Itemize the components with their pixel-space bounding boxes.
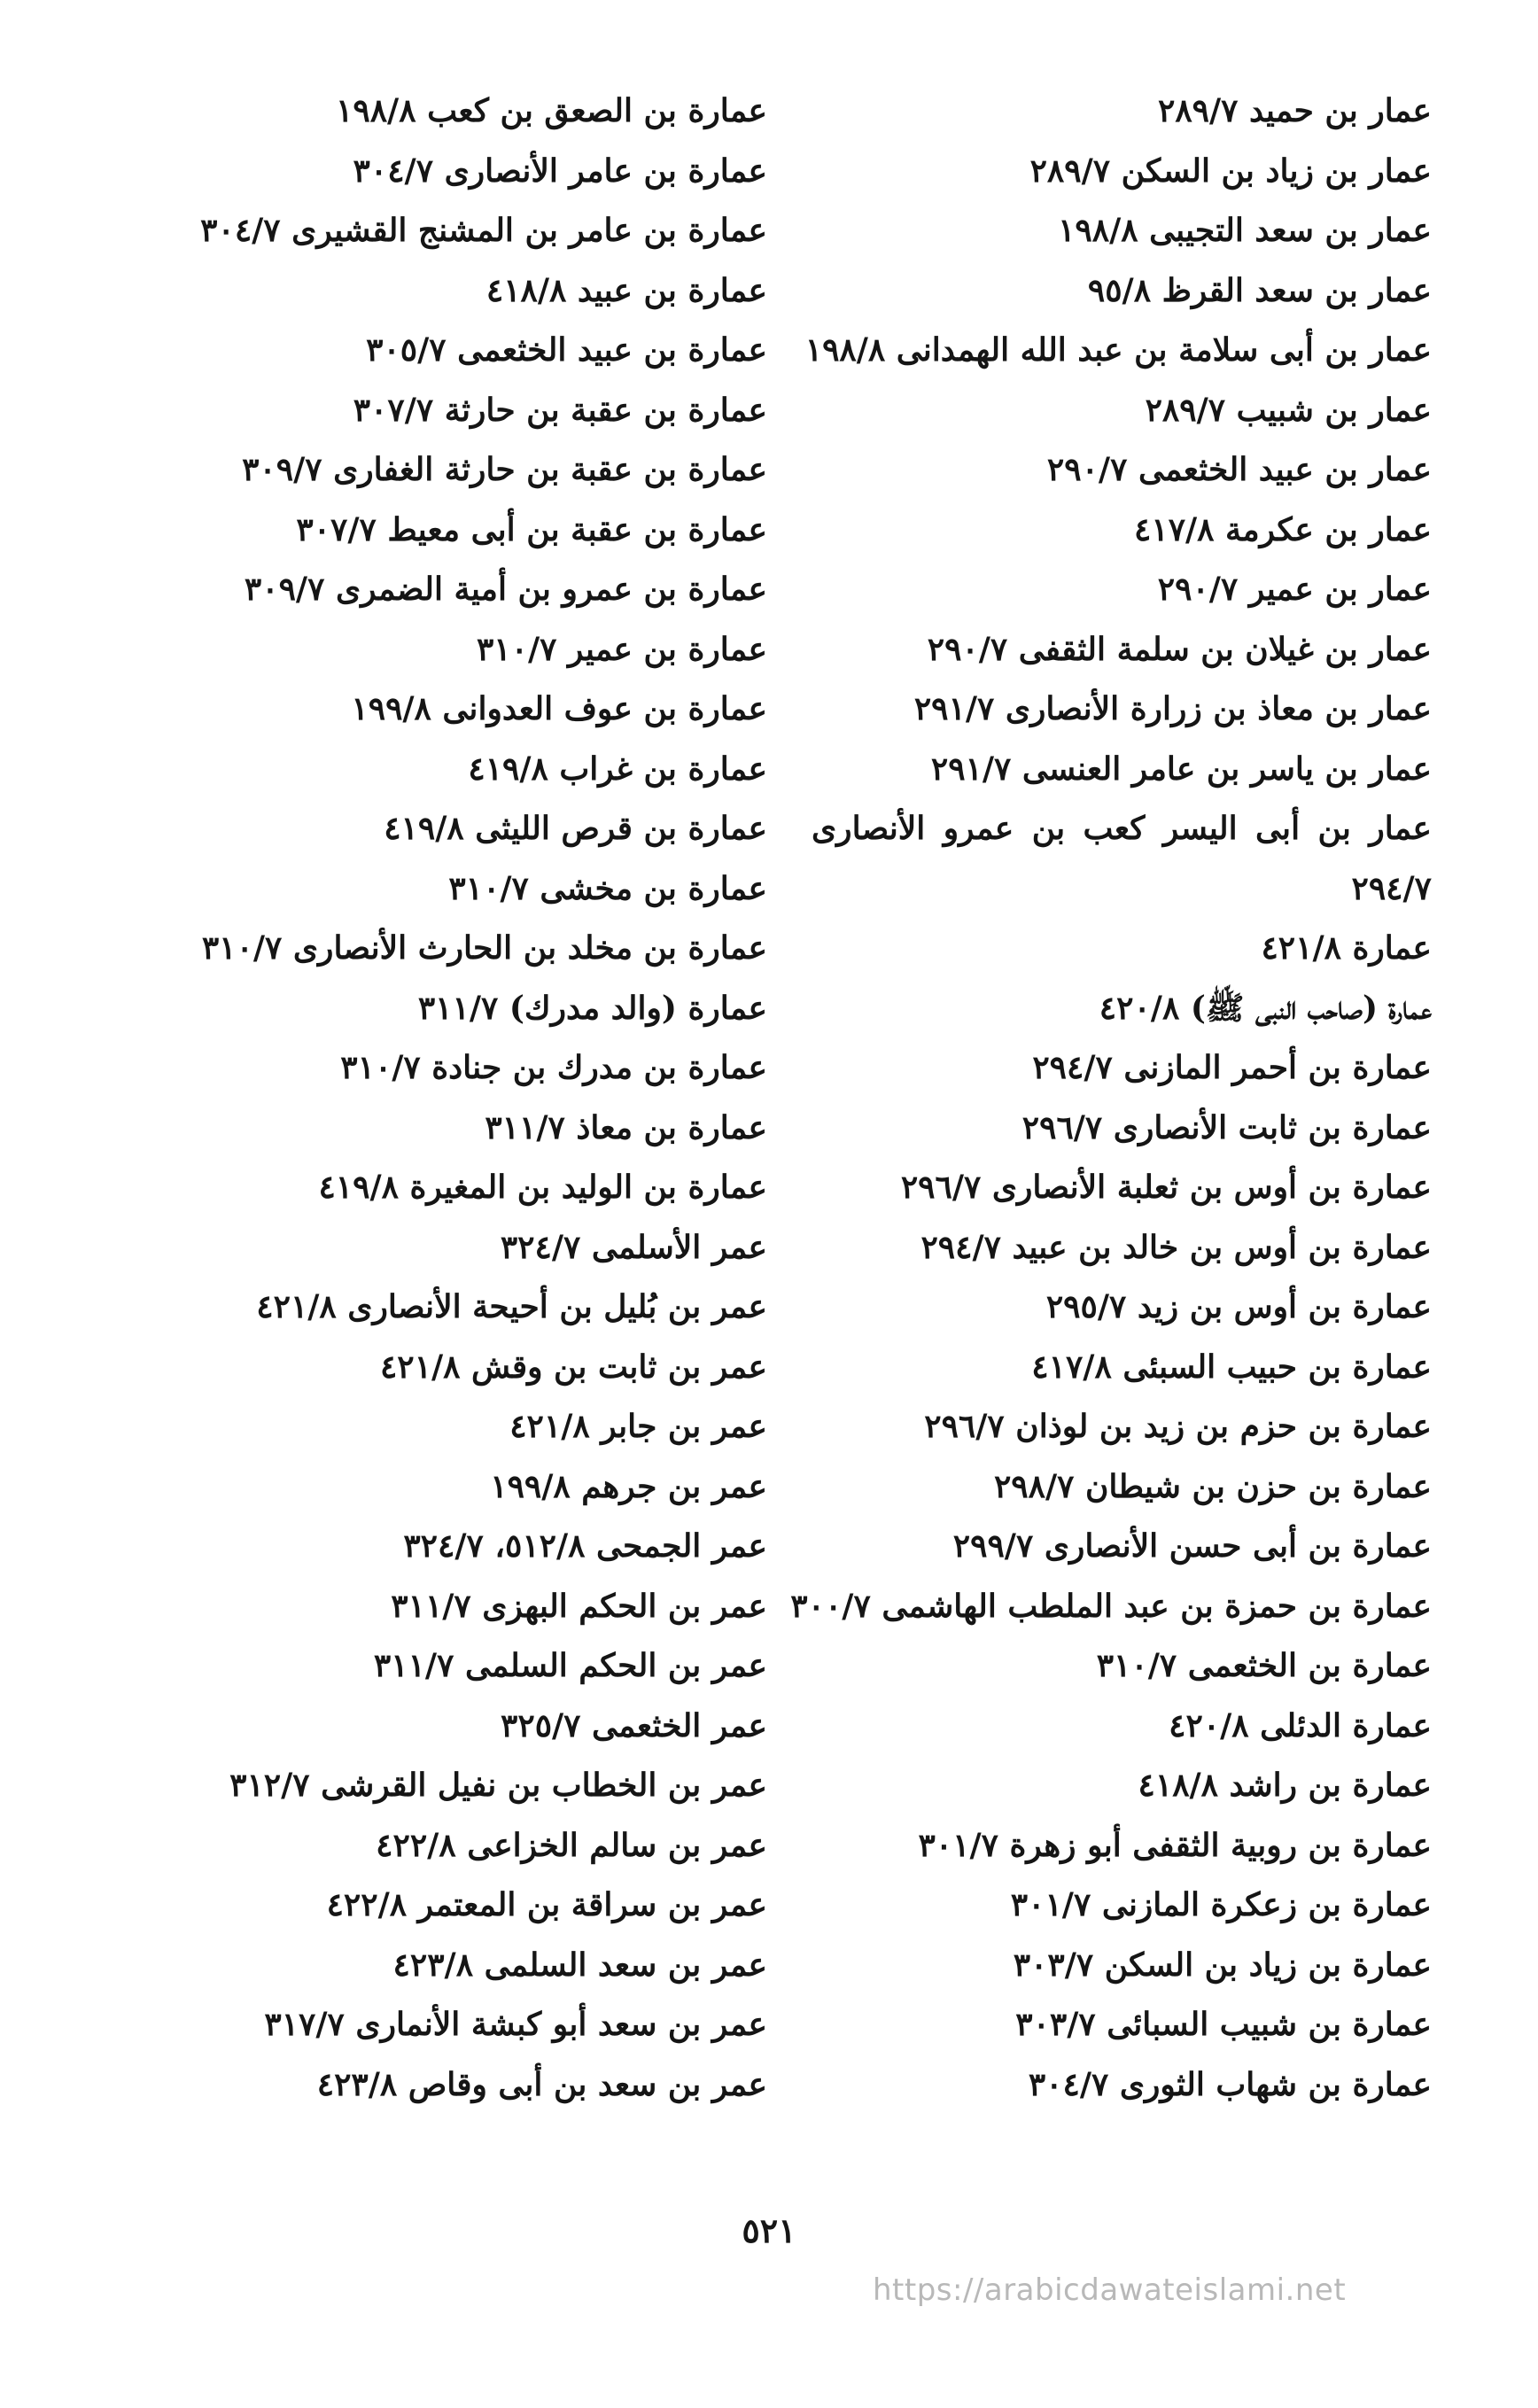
right-column-entry: عمار بن معاذ بن زرارة الأنصارى ٢٩١/٧ xyxy=(913,690,1432,727)
left-column-entry: عمر بن جابر ٤٢١/٨ xyxy=(509,1408,767,1445)
right-column-entry: عمارة بن أوس بن خالد بن عبيد ٢٩٤/٧ xyxy=(920,1228,1432,1266)
right-column-entry: عمارة بن أوس بن زيد ٢٩٥/٧ xyxy=(1045,1288,1432,1325)
right-column-entry: عمارة (صاحب النبى ﷺ) ٤٢٠/٨ xyxy=(1099,989,1432,1027)
left-column-entry: عمارة بن الصعق بن كعب ١٩٨/٨ xyxy=(336,92,767,129)
left-column-entry: عمر بن سراقة بن المعتمر ٤٢٢/٨ xyxy=(326,1886,767,1923)
left-column-entry: عمارة بن عامر بن المشنج القشيرى ٣٠٤/٧ xyxy=(200,212,767,249)
right-column-entry: عمارة بن حزم بن زيد بن لوذان ٢٩٦/٧ xyxy=(924,1408,1432,1445)
left-column-entry: عمارة بن عمرو بن أمية الضمرى ٣٠٩/٧ xyxy=(244,571,767,608)
right-column-entry: عمارة ٤٢١/٨ xyxy=(1261,929,1432,967)
left-column-entry: عمر بن سعد أبو كبشة الأنمارى ٣١٧/٧ xyxy=(264,2006,767,2043)
left-column-entry: عمارة بن قرص الليثى ٤١٩/٨ xyxy=(384,810,767,847)
right-column-entry: عمار بن شبيب ٢٨٩/٧ xyxy=(1145,391,1432,429)
left-column-entry: عمارة بن مخشى ٣١٠/٧ xyxy=(448,869,767,907)
left-column-entry: عمارة بن غراب ٤١٩/٨ xyxy=(468,750,767,788)
right-column-entry: عمار بن عكرمة ٤١٧/٨ xyxy=(1134,510,1432,548)
right-column-entry: عمارة بن الخثعمى ٣١٠/٧ xyxy=(1096,1647,1432,1684)
left-column-entry: عمر بن سعد السلمى ٤٢٣/٨ xyxy=(392,1946,767,1984)
left-column-entry: عمارة بن عمير ٣١٠/٧ xyxy=(476,630,767,668)
left-column-entry: عمارة بن عقبة بن حارثة ٣٠٧/٧ xyxy=(353,391,767,429)
right-column-entry: عمارة الدئلى ٤٢٠/٨ xyxy=(1169,1706,1432,1744)
left-column-entry: عمر بن الخطاب بن نفيل القرشى ٣١٢/٧ xyxy=(229,1767,767,1804)
left-column-entry: عمارة بن معاذ ٣١١/٧ xyxy=(485,1108,767,1146)
left-column-entry: عمارة (والد مدرك) ٣١١/٧ xyxy=(417,989,767,1027)
right-column-entry: عمارة بن زعكرة المازنى ٣٠١/٧ xyxy=(1010,1886,1432,1923)
index-column-left xyxy=(129,82,767,2115)
left-column-entry: عمر بن الحكم البهزى ٣١١/٧ xyxy=(391,1587,767,1625)
left-column-entry: عمر الخثعمى ٣٢٥/٧ xyxy=(501,1706,767,1744)
right-column-entry: عمار بن زياد بن السكن ٢٨٩/٧ xyxy=(1029,151,1432,190)
right-column-entry: عمارة بن روبية الثقفى أبو زهرة ٣٠١/٧ xyxy=(918,1826,1432,1864)
left-column-entry: عمر بن الحكم السلمى ٣١١/٧ xyxy=(373,1647,767,1684)
right-column-entry: عمارة بن زياد بن السكن ٣٠٣/٧ xyxy=(1013,1946,1432,1984)
right-column-entry: عمارة بن أبى حسن الأنصارى ٢٩٩/٧ xyxy=(952,1527,1432,1565)
right-column-entry: عمار بن سعد التجيبى ١٩٨/٨ xyxy=(1058,212,1432,249)
left-column-entry: عمارة بن عامر الأنصارى ٣٠٤/٧ xyxy=(353,151,767,190)
left-column-entry: عمر بن جرهم ١٩٩/٨ xyxy=(490,1467,767,1505)
right-column-entry: عمار بن عبيد الخثعمى ٢٩٠/٧ xyxy=(1046,451,1432,488)
left-column-entry: عمارة بن عقبة بن حارثة الغفارى ٣٠٩/٧ xyxy=(242,451,767,488)
right-column-entry: عمارة بن حبيب السبئى ٤١٧/٨ xyxy=(1031,1348,1432,1386)
right-column-entry: عمارة بن شبيب السبائى ٣٠٣/٧ xyxy=(1015,2006,1432,2043)
watermark-url: https://arabicdawateislami.net xyxy=(873,2272,1347,2308)
left-column-entry: عمر بن سعد بن أبى وقاص ٤٢٣/٨ xyxy=(316,2065,767,2103)
right-column-entry: عمارة بن أوس بن ثعلبة الأنصارى ٢٩٦/٧ xyxy=(900,1169,1432,1206)
right-column-entry: عمارة بن أحمر المازنى ٢٩٤/٧ xyxy=(1032,1049,1432,1086)
right-column-entry: عمار بن سعد القرظ ٩٥/٨ xyxy=(1087,271,1432,309)
left-column-entry: عمر بن ثابت بن وقش ٤٢١/٨ xyxy=(379,1348,767,1386)
left-column-entry: عمارة بن عبيد الخثعمى ٣٠٥/٧ xyxy=(366,331,767,369)
right-column-entry: عمارة بن حمزة بن عبد الملطب الهاشمى ٣٠٠/٧ xyxy=(790,1587,1432,1625)
left-column-entry: عمارة بن عقبة بن أبى معيط ٣٠٧/٧ xyxy=(296,510,767,548)
left-column-entry: عمارة بن مدرك بن جنادة ٣١٠/٧ xyxy=(340,1049,767,1086)
left-column-entry: عمارة بن عبيد ٤١٨/٨ xyxy=(485,271,767,309)
right-column-entry: عمار بن حميد ٢٨٩/٧ xyxy=(1158,92,1432,129)
index-column-right xyxy=(790,82,1432,2115)
right-column-entry: عمارة بن حزن بن شيطان ٢٩٨/٧ xyxy=(993,1467,1432,1505)
right-column-entry: عمار بن أبى اليسر كعب بن عمرو الأنصارى ٢٩٤/٧ xyxy=(812,810,1432,907)
right-column-entry: عمار بن غيلان بن سلمة الثقفى ٢٩٠/٧ xyxy=(927,630,1432,668)
right-column-entry: عمار بن عمير ٢٩٠/٧ xyxy=(1157,571,1432,608)
right-column-entry: عمارة بن ثابت الأنصارى ٢٩٦/٧ xyxy=(1021,1108,1432,1146)
left-column-entry: عمارة بن الوليد بن المغيرة ٤١٩/٨ xyxy=(318,1169,767,1206)
left-column-entry: عمر الجمحى ٥١٢/٨، ٣٢٤/٧ xyxy=(403,1527,767,1565)
left-column-entry: عمارة بن عوف العدوانى ١٩٩/٨ xyxy=(351,690,767,727)
right-column-entry: عمارة بن شهاب الثورى ٣٠٤/٧ xyxy=(1028,2065,1432,2103)
left-column-entry: عمر بن سالم الخزاعى ٤٢٢/٨ xyxy=(376,1826,767,1864)
left-column-entry: عمر بن بُليل بن أحيحة الأنصارى ٤٢١/٨ xyxy=(256,1288,767,1325)
right-column-entry: عمار بن ياسر بن عامر العنسى ٢٩١/٧ xyxy=(930,750,1432,788)
left-column-entry: عمارة بن مخلد بن الحارث الأنصارى ٣١٠/٧ xyxy=(201,929,767,967)
right-column-entry: عمارة بن راشد ٤١٨/٨ xyxy=(1138,1767,1432,1804)
right-column-entry: عمار بن أبى سلامة بن عبد الله الهمدانى ١٩٨/٨ xyxy=(804,331,1432,369)
page-number: ٥٢١ xyxy=(742,2210,796,2250)
left-column-entry: عمر الأسلمى ٣٢٤/٧ xyxy=(500,1228,767,1266)
